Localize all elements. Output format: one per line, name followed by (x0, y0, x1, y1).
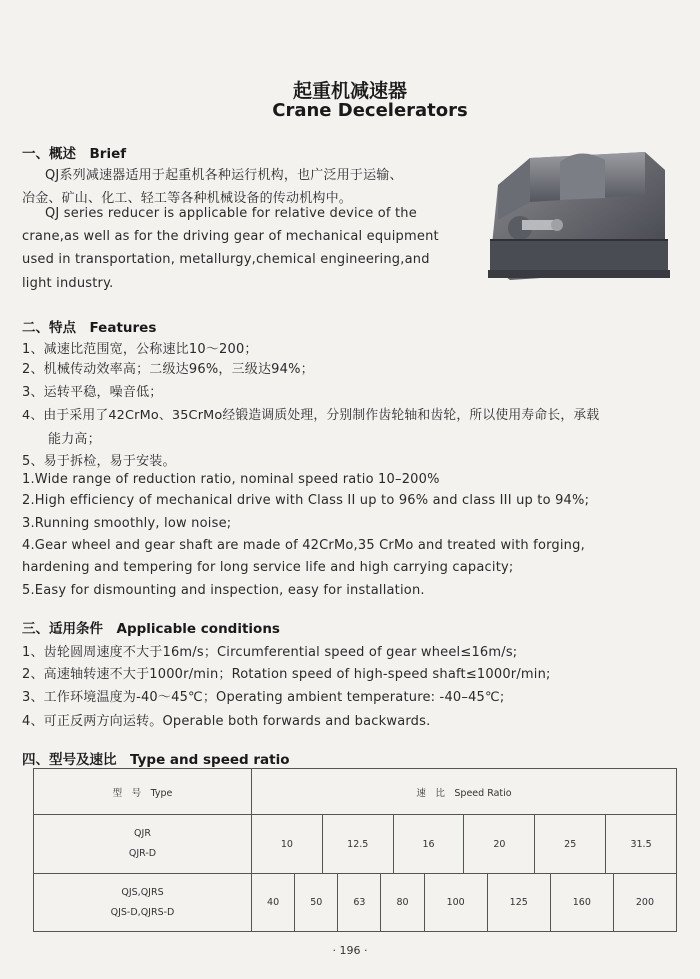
page-title-cn: 起重机减速器 (292, 80, 407, 102)
brief-line: crane,as well as for the driving gear of mechanical equipment (22, 229, 439, 244)
row-type-cell (34, 815, 252, 874)
brief-line: QJ series reducer is applicable for relative device of the (45, 206, 417, 221)
ratio-cell: 63 (338, 874, 381, 932)
feature-line: 4、由于采用了42CrMo、35CrMo经锻造调质处理，分别制作齿轮轴和齿轮，所以使用寿命长，承载 (22, 408, 600, 423)
feature-line: 2.High efficiency of mechanical drive with Class II up to 96% and class III up to 94%; (22, 493, 590, 508)
ratio-cell: 125 (487, 874, 550, 932)
feature-line: 3、运转平稳，噪音低； (22, 385, 163, 400)
ratio-cell: 50 (295, 874, 338, 932)
table-header-row (34, 769, 677, 815)
ratio-cell: 31.5 (630, 838, 652, 850)
brief-line: QJ系列减速器适用于起重机各种运行机构，也广泛用于运输、 (45, 168, 403, 183)
ratio-cell: 40 (252, 874, 295, 932)
ratio-cell: 80 (381, 874, 424, 932)
condition-line: 1、齿轮圆周速度不大于16m/s；Circumferential speed of gear wheel≤16m/s; (22, 645, 518, 660)
ratio-cell: 16 (394, 815, 465, 873)
type-label: QJR (134, 828, 151, 839)
feature-line: 4.Gear wheel and gear shaft are made of 42CrMo,35 CrMo and treated with forging, (22, 538, 585, 553)
ratio-cell: 10 (252, 815, 323, 873)
feature-line: 2、机械传动效率高；二级达96%，三级达94%； (22, 362, 314, 377)
brief-line: light industry. (22, 276, 114, 291)
brief-line: 冶金、矿山、化工、轻工等各种机械设备的传动机构中。 (22, 191, 353, 206)
type-label: QJS,QJRS (121, 886, 164, 898)
feature-line: hardening and tempering for long service life and high carrying capacity; (22, 560, 514, 575)
header-type: 型 号 Type (34, 769, 252, 815)
ratio-cell: 25 (535, 815, 606, 873)
type-label: QJR-D (128, 848, 157, 859)
condition-line: 2、高速轴转速不大于1000r/min；Rotation speed of high-speed shaft≤1000r/min; (22, 667, 551, 682)
condition-line: 3、工作环境温度为-40～45℃；Operating ambient temperature: -40–45℃; (22, 690, 505, 705)
feature-line: 3.Running smoothly, low noise; (22, 516, 232, 531)
feature-line: 5、易于拆检，易于安装。 (22, 454, 176, 469)
section-heading-conditions: 三、适用条件 Applicable conditions (22, 621, 280, 637)
feature-line: 5.Easy for dismounting and inspection, easy for installation. (22, 583, 425, 598)
table-row (34, 815, 677, 874)
ratio-cell: 200 (613, 874, 676, 932)
speed-ratio-table (33, 768, 677, 932)
section-heading-brief: 一、概述 Brief (22, 146, 127, 162)
feature-line: 能力高； (48, 432, 101, 447)
table-row (34, 874, 677, 932)
header-speed-ratio: 速 比 Speed Ratio (252, 769, 677, 815)
feature-line: 1.Wide range of reduction ratio, nominal speed ratio 10–200% (22, 472, 440, 487)
feature-line: 1、减速比范围宽，公称速比10～200； (22, 342, 258, 357)
brief-line: used in transportation, metallurgy,chemical engineering,and (22, 252, 430, 267)
gear-reducer-photo-icon (470, 140, 670, 290)
row1-values-cell (252, 815, 677, 874)
page-number: · 196 · (332, 944, 368, 957)
condition-line: 4、可正反两方向运转。Operable both forwards and backwards. (22, 714, 431, 729)
section-heading-type: 四、型号及速比 Type and speed ratio (22, 752, 290, 768)
ratio-cell: 100 (424, 874, 487, 932)
section-heading-features: 二、特点 Features (22, 320, 157, 336)
row-type-cell (34, 874, 252, 932)
ratio-cell: 20 (464, 815, 535, 873)
ratio-cell: 160 (550, 874, 613, 932)
ratio-cell: 12.5 (323, 815, 394, 873)
type-label: QJS-D,QJRS-D (110, 906, 175, 918)
page-title-en: Crane Decelerators (272, 100, 468, 121)
